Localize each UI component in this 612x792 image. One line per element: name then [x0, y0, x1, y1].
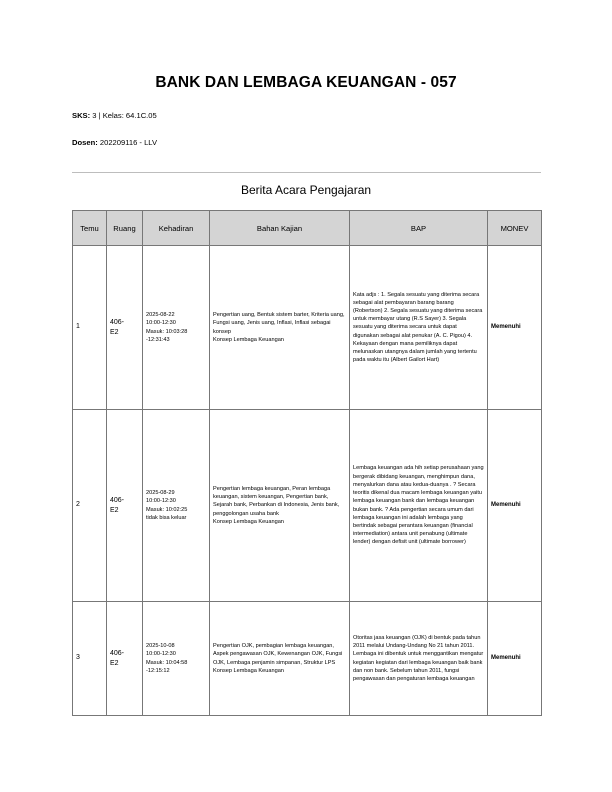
- cell-temu: 1: [73, 246, 107, 410]
- cell-ruang: 406- E2: [107, 410, 143, 602]
- cell-kehadiran: 2025-08-22 10:00-12:30 Masuk: 10:03:28 -12:31:43: [143, 246, 210, 410]
- cell-temu: 2: [73, 410, 107, 602]
- header-monev: MONEV: [488, 211, 542, 246]
- table-row: [73, 602, 542, 716]
- berita-acara-table: [72, 210, 542, 716]
- page-title: BANK DAN LEMBAGA KEUANGAN - 057: [155, 74, 457, 91]
- cell-bahan-kajian: Pengertian lembaga keuangan, Peran lembaga keuangan, sistem keuangan, Pengertian bank, Sejarah bank, Perbankan di Indonesia, Jenis bank, penggolongan usaha bank Konsep Lembaga Keuangan: [210, 410, 350, 602]
- cell-bahan-kajian: Pengertian uang, Bentuk sistem barter, Kriteria uang, Fungsi uang, Jenis uang, Inflasi, Inflasi sebagai konsep Konsep Lembaga Keuangan: [210, 246, 350, 410]
- cell-kehadiran: 2025-08-29 10:00-12:30 Masuk: 10:02:25 tidak bisa keluar: [143, 410, 210, 602]
- cell-kehadiran: 2025-10-08 10:00-12:30 Masuk: 10:04:58 -12:15:12: [143, 602, 210, 716]
- cell-ruang: 406- E2: [107, 602, 143, 716]
- header-bahan-kajian: Bahan Kajian: [210, 211, 350, 246]
- cell-temu: 3: [73, 602, 107, 716]
- table-row: [73, 410, 542, 602]
- cell-bap: Lembaga keuangan ada hih setiap perusahaan yang bergerak dibidang keuangan, menghimpun dana, menyalurkan dana atau kedua-duanya . ? Secara teoritis dikenal dua macam lembaga keuangan yaitu lembaga keuangan bank dan lembaga keuangan bukan bank. ? Ada pengertian secara umum dari lembaga keuangan ini adalah lembaga yang bertindak sebagai perantara keuangan (financial intermediation) antara unit penabung (ultimate lender) dengan defisit unit (ultimate borrower): [350, 410, 488, 602]
- sks-label: SKS:: [72, 111, 91, 120]
- cell-monev: Memenuhi: [488, 410, 542, 602]
- dosen-line: [72, 138, 157, 147]
- header-kehadiran: Kehadiran: [143, 211, 210, 246]
- header-bap: BAP: [350, 211, 488, 246]
- cell-bahan-kajian: Pengertian OJK, pembagian lembaga keuangan, Aspek pengawasan OJK, Kewenangan OJK, Fungsi OJK, Lembaga penjamin simpanan, Struktur LPS Konsep Lembaga Keuangan: [210, 602, 350, 716]
- table-row: [73, 246, 542, 410]
- sks-kelas-line: [72, 111, 157, 120]
- cell-monev: Memenuhi: [488, 602, 542, 716]
- header-ruang: Ruang: [107, 211, 143, 246]
- sks-kelas-value: 3 | Kelas: 64.1C.05: [92, 111, 157, 120]
- dosen-value: 202209116 - LLV: [99, 138, 158, 147]
- section-title: Berita Acara Pengajaran: [240, 183, 372, 197]
- dosen-label: Dosen:: [72, 138, 98, 147]
- cell-ruang: 406- E2: [107, 246, 143, 410]
- separator-line: [72, 172, 541, 173]
- header-temu: Temu: [73, 211, 107, 246]
- cell-bap: Kata adjs : 1. Segala sesuatu yang diterima secara sebagai alat pembayaran barang barang (Robertson) 2. Segala sesuatu yang diterima secara untuk membayar utang (R.S Sayer) 3. Segala sesuatu yang diterima secara untuk dapat digunakan sebagai alat penukar (A. C. Pigou) 4. Kekayaan dengan mana pemiliknya dapat melunaskan utangnya dalam jumlah yang tertentu pada waktu itu (Albert Gailort Hart): [350, 246, 488, 410]
- cell-bap: Otoritas jasa keuangan (OJK) di bentuk pada tahun 2011 melalui Undang-Undang No 21 tahun 2011. Lembaga ini dibentuk untuk menggantikan mengatur kegiatan kegiatan dari lembaga keuangan baik bank dan non bank. Sebelum tahun 2011, fungsi pengawasan dan pengaturan lembaga keuangan: [350, 602, 488, 716]
- table-header-row: [73, 211, 542, 246]
- cell-monev: Memenuhi: [488, 246, 542, 410]
